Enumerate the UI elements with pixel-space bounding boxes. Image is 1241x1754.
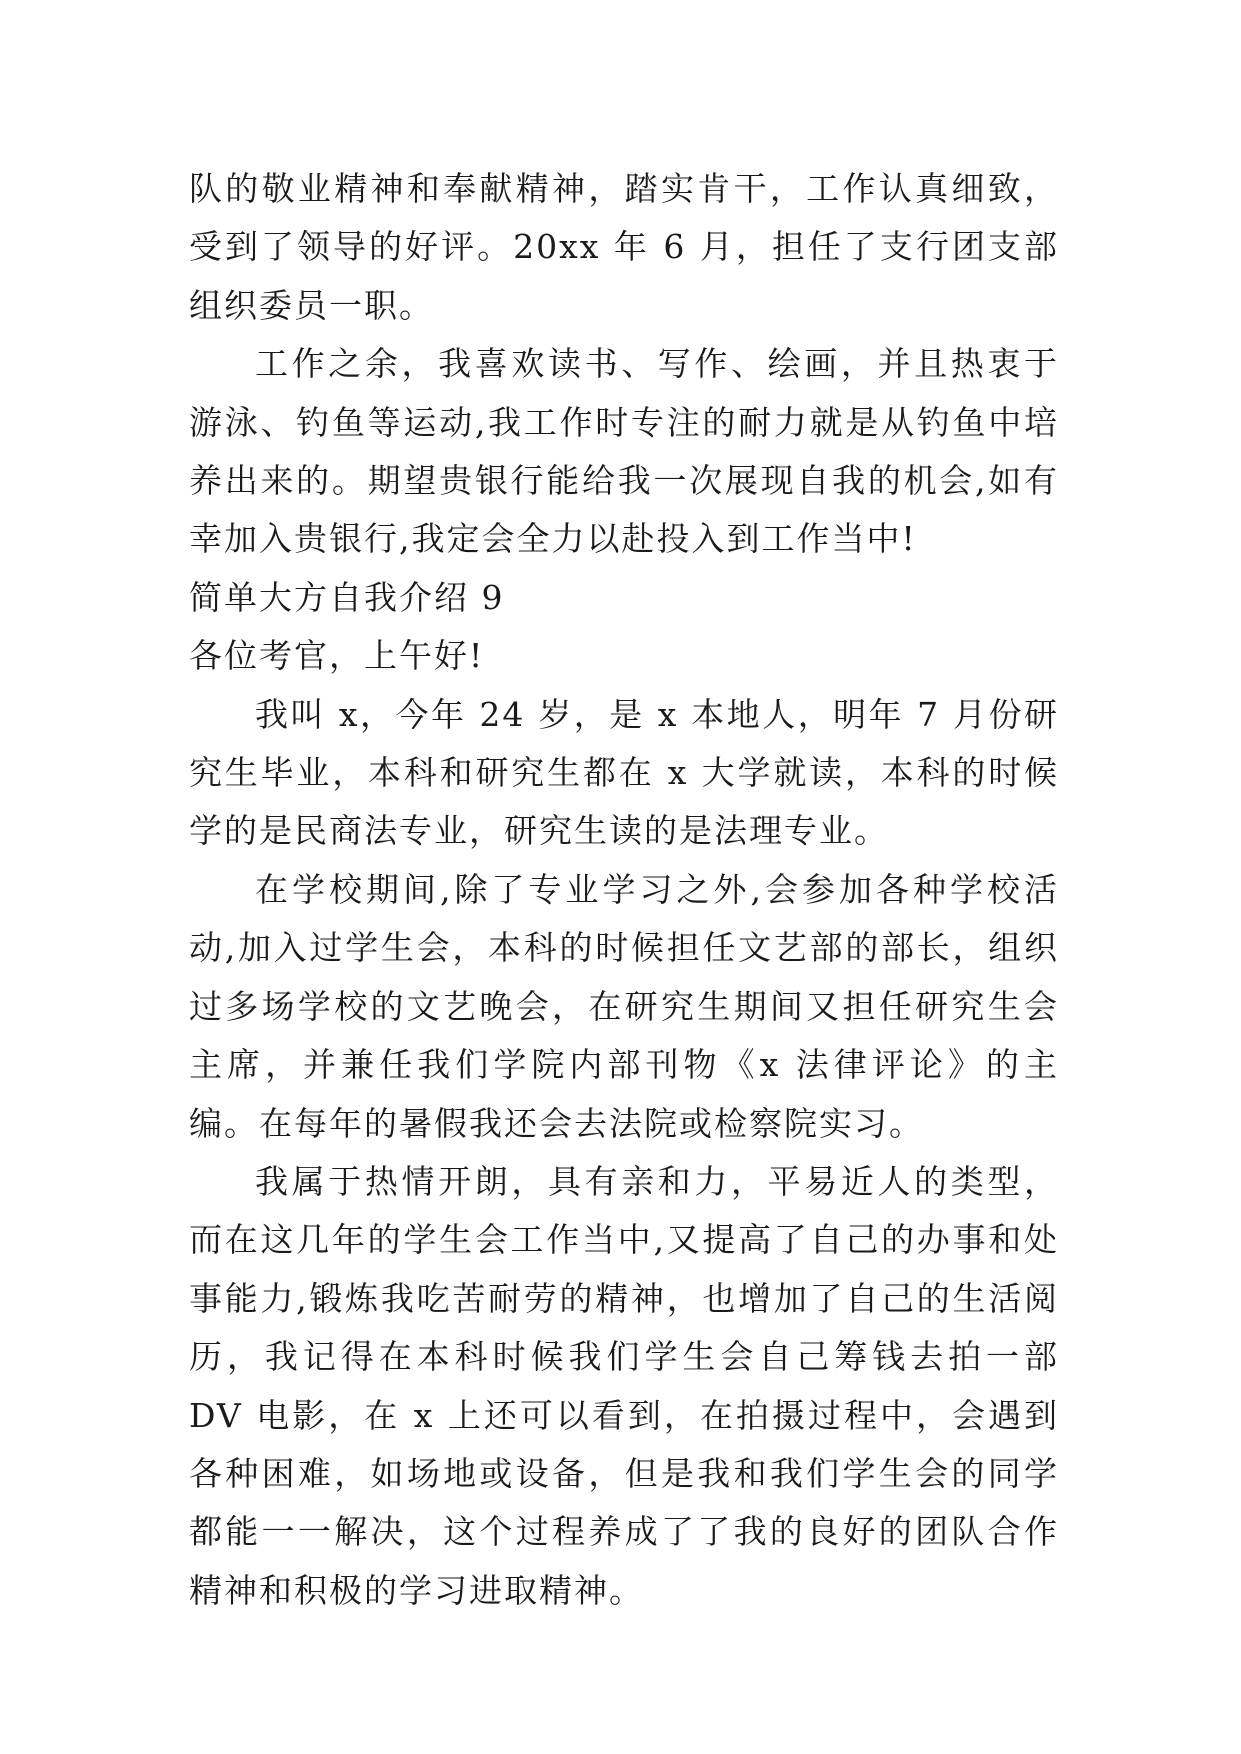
paragraph-school-activities: 在学校期间,除了专业学习之外,会参加各种学校活动,加入过学生会，本科的时候担任文艺部的部长，组织过多场学校的文艺晚会，在研究生期间又担任研究生会主席，并兼任我们学院内部刊物《x 法律评论》的主编。在每年的暑假我还会去法院或检察院实习。: [189, 869, 1059, 1143]
paragraph-hobbies: 工作之余，我喜欢读书、写作、绘画，并且热衷于游泳、钓鱼等运动,我工作时专注的耐力就是从钓鱼中培养出来的。期望贵银行能给我一次展现自我的机会,如有幸加入贵银行,我定会全力以赴投入到工作当中!: [189, 344, 1059, 559]
paragraph-background: 我叫 x，今年 24 岁，是 x 本地人，明年 7 月份研究生毕业，本科和研究生都在 x 大学就读，本科的时候学的是民商法专业，研究生读的是法理专业。: [189, 694, 1059, 851]
section-title: 简单大方自我介绍 9: [189, 577, 505, 617]
greeting-line: 各位考官，上午好!: [189, 636, 485, 676]
paragraph-continuation: 队的敬业精神和奉献精神，踏实肯干，工作认真细致，受到了领导的好评。20xx 年 6 月，担任了支行团支部组织委员一职。: [189, 169, 1059, 325]
document-body: [189, 160, 1059, 1620]
paragraph-personality: 我属于热情开朗，具有亲和力，平易近人的类型，而在这几年的学生会工作当中,又提高了自己的办事和处事能力,锻炼我吃苦耐劳的精神，也增加了自己的生活阅历，我记得在本科时候我们学生会自己筹钱去拍一部 DV 电影，在 x 上还可以看到，在拍摄过程中，会遇到各种困难，如场地或设备，但是我和我们学生会的同学都能一一解决，这个过程养成了了我的良好的团队合作精神和积极的学习进取精神。: [189, 1161, 1059, 1610]
